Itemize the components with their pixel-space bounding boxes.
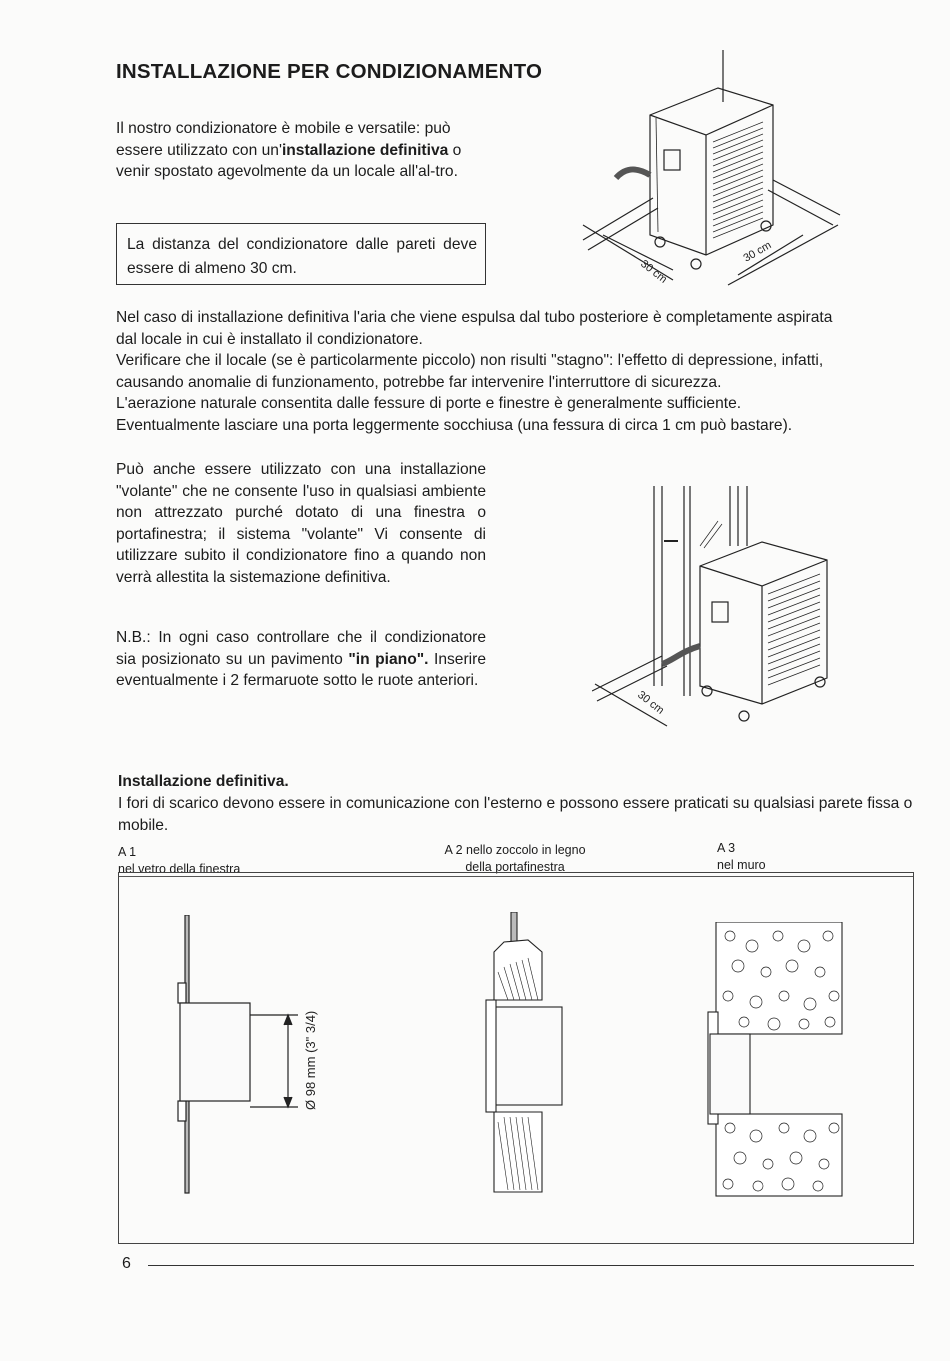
definitive-line: causando anomalie di funzionamento, potrebbe far intervenire l'interruttore di sicurezza. [116,373,722,391]
page-title: INSTALLAZIONE PER CONDIZIONAMENTO [116,60,543,83]
definitive-line: L'aerazione naturale consentita dalle fessure di porte e finestre è generalmente sufficiente. [116,395,742,412]
volante-paragraph: Può anche essere utilizzato con una installazione "volante" che ne consente l'uso in qualsiasi ambiente non attrezzato purché dotato di una finestra o portafinestra; il sistema "volante" Vi consente di utilizzare subito il condizionatore fino a quando non verrà allestita la sistemazione definitiva. [116,461,486,586]
figure1-dim-left: 30 cm [638,257,670,286]
caption-a2-line1: A 2 nello zoccolo in legno [444,843,586,857]
figure-conditioner-window [592,486,862,736]
section-text: I fori di scarico devono essere in comunicazione con l'esterno e possono essere praticati su qualsiasi parete fissa o mobile. [118,795,913,834]
nb-text-end: Inserire eventualmente i 2 fermaruote sotto le ruote anteriori. [116,650,486,689]
page-number: 6 [122,1255,131,1272]
nb-bold: "in piano". [348,650,429,668]
caption-a1-code: A 1 [118,845,137,859]
intro-text-end: o venir spostato agevolmente da un locale all'al-tro. [116,141,462,180]
nb-paragraph [116,627,486,692]
caption-a3 [717,840,766,874]
figure-conditioner-corner [578,50,848,290]
definitive-line: Verificare che il locale (se è particolarmente piccolo) non risulti "stagno": l'effetto di depressione, infatti, [116,352,824,369]
caption-a2-line2: della portafinestra [465,860,565,874]
distance-note-box [116,223,486,285]
intro-bold: installazione definitiva [281,141,449,159]
caption-a3-code: A 3 [717,841,736,855]
definitive-line: Eventualmente lasciare una porta leggermente socchiusa (una fessura di circa 1 cm può bastare). [116,416,793,434]
diagram-a1-window-glass [170,915,340,1195]
nb-text-start: N.B.: In ogni caso controllare che il condizionatore sia posizionato su un pavimento [116,629,486,668]
diagram-a2-wood-base [478,912,578,1197]
caption-a1-text: nel vetro della finestra [118,862,241,876]
definitive-line: dal locale in cui è installato il condizionatore. [116,330,423,348]
caption-a3-text: nel muro [717,858,766,872]
diagram-a3-masonry-wall [700,922,850,1200]
distance-note-text: La distanza del condizionatore dalle pareti deve essere di almeno 30 cm. [127,236,477,277]
intro-text-start: Il nostro condizionatore è mobile e versatile: può essere utilizzato con un' [116,120,451,159]
dimension-label: Ø 98 mm (3" 3/4) [303,1010,318,1110]
section-heading: Installazione definitiva. [118,773,289,790]
definitive-paragraph [116,307,916,436]
figure2-dim: 30 cm [635,688,667,717]
caption-a2 [435,842,595,876]
figure1-dim-right: 30 cm [741,239,774,265]
footer-rule [148,1265,914,1266]
definitive-line: Nel caso di installazione definitiva l'aria che viene espulsa dal tubo posteriore è completamente aspirata [116,309,833,326]
intro-paragraph [116,118,486,183]
